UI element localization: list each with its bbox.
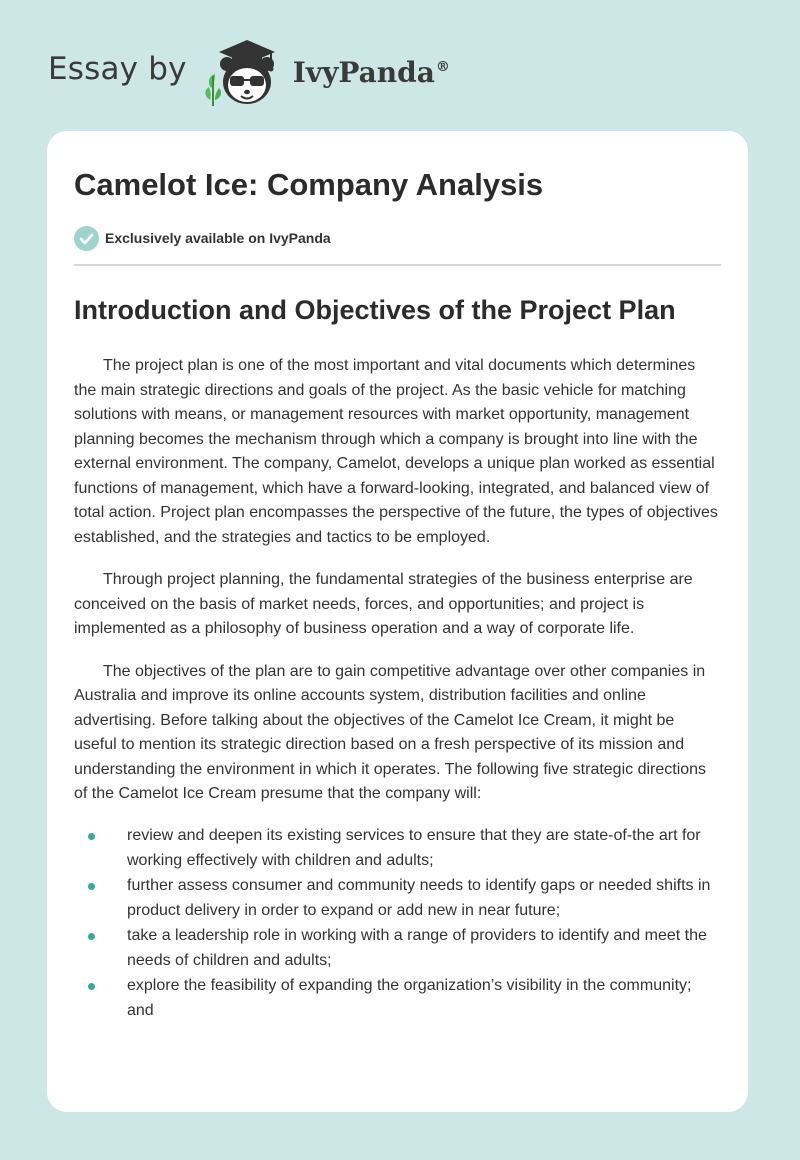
essay-card	[47, 131, 748, 1112]
paragraph: The project plan is one of the most important and vital documents which determines the main strategic directions and goals of the project. As the basic vehicle for matching solutions with means, or management resources with market opportunity, management planning becomes the mechanism through which a company is brought into line with the external environment. The company, Camelot, develops a unique plan worked as essential functions of management, which have a forward-looking, integrated, and balanced view of total action. Project plan encompasses the perspective of the future, the types of objectives established, and the strategies and tactics to be employed.	[74, 357, 718, 546]
strategic-directions-list	[74, 823, 721, 1023]
list-item-text: further assess consumer and community needs to identify gaps or needed shifts in product delivery in order to expand or add new in near future;	[127, 876, 711, 919]
check-circle-icon	[74, 226, 99, 251]
bullet-dot-icon	[88, 983, 95, 990]
bullet-dot-icon	[88, 933, 95, 940]
list-item	[74, 923, 721, 973]
list-item	[74, 873, 721, 923]
panda-logo-icon	[201, 30, 289, 110]
paragraph: The objectives of the plan are to gain competitive advantage over other companies in Australia and improve its online accounts system, distribution facilities and online advertising. Before talking about the objectives of the Camelot Ice Cream, it might be useful to mention its strategic direction based on a fresh perspective of its mission and understanding the environment in which it operates. The following five strategic directions of the Camelot Ice Cream presume that the company will:	[74, 662, 707, 802]
brand-prefix: Essay by	[48, 51, 187, 87]
site-header-brand[interactable]	[48, 30, 450, 110]
brand-name	[293, 56, 450, 89]
brand-name-text: IvyPanda	[292, 55, 435, 89]
exclusive-note: Exclusively available on IvyPanda	[105, 230, 331, 246]
divider	[74, 264, 721, 266]
list-item	[74, 823, 721, 873]
registered-mark: ®	[435, 59, 450, 76]
list-item-text: take a leadership role in working with a range of providers to identify and meet the needs of children and adults;	[127, 926, 707, 969]
exclusive-badge	[74, 225, 721, 251]
list-item-text: review and deepen its existing services to ensure that they are state-of-the art for working effectively with children and adults;	[127, 826, 701, 869]
page-title: Camelot Ice: Company Analysis	[74, 167, 544, 202]
bullet-dot-icon	[88, 883, 95, 890]
paragraph: Through project planning, the fundamental strategies of the business enterprise are conceived on the basis of market needs, forces, and opportunities; and project is implemented as a philosophy of business operation and a way of corporate life.	[74, 571, 693, 637]
list-item-text: explore the feasibility of expanding the organization’s visibility in the community; and	[127, 976, 692, 1019]
section-heading: Introduction and Objectives of the Project Plan	[74, 295, 676, 325]
list-item	[74, 973, 721, 1023]
bullet-dot-icon	[88, 833, 95, 840]
